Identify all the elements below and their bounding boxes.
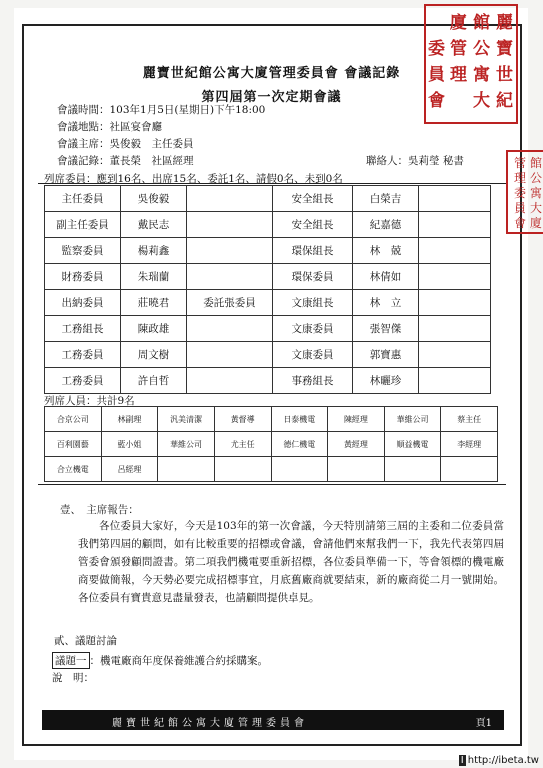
seal-char: 館 xyxy=(530,156,543,170)
table-cell: 安全組長 xyxy=(273,186,353,212)
seal-char: 委 xyxy=(514,186,527,200)
table-cell: 百利園藝 xyxy=(45,432,102,457)
table-cell: 文康委員 xyxy=(273,316,353,342)
red-seal-stamp-partial xyxy=(506,150,543,234)
table-cell: 莊曉君 xyxy=(121,290,187,316)
seal-char: 廈 xyxy=(450,13,467,33)
watermark xyxy=(459,755,539,766)
meeting-location: 會議地點：社區宴會廳 xyxy=(57,121,162,133)
seal-char: 大 xyxy=(473,91,490,111)
table-row xyxy=(45,316,491,342)
table-cell: 出納委員 xyxy=(45,290,121,316)
seal-char: 員 xyxy=(514,201,527,215)
table-cell xyxy=(187,238,273,264)
table-cell: 黃督導 xyxy=(214,407,271,432)
table-row xyxy=(45,238,491,264)
table-cell: 環保組長 xyxy=(273,238,353,264)
table-cell xyxy=(328,457,385,482)
table-cell: 副主任委員 xyxy=(45,212,121,238)
table-cell: 合京公司 xyxy=(45,407,102,432)
seal-char: 理 xyxy=(450,65,467,85)
committee-member-table xyxy=(44,185,491,394)
meeting-time: 會議時間：103年1月5日(星期日)下午18:00 xyxy=(57,104,266,116)
table-row xyxy=(45,290,491,316)
table-cell: 委託張委員 xyxy=(187,290,273,316)
table-cell: 事務組長 xyxy=(273,368,353,394)
table-cell: 藍小姐 xyxy=(101,432,158,457)
seal-char: 會 xyxy=(428,91,445,111)
table-row xyxy=(45,264,491,290)
table-cell xyxy=(187,342,273,368)
table-row xyxy=(45,212,491,238)
table-cell: 戴民志 xyxy=(121,212,187,238)
page-number: 頁1 xyxy=(475,718,492,729)
table-cell: 文康組長 xyxy=(273,290,353,316)
table-cell: 周文樹 xyxy=(121,342,187,368)
table-cell xyxy=(187,316,273,342)
table-cell: 日泰機電 xyxy=(271,407,328,432)
table-cell xyxy=(187,368,273,394)
table-cell: 財務委員 xyxy=(45,264,121,290)
table-cell: 合立機電 xyxy=(45,457,102,482)
present-staff-table xyxy=(44,406,498,482)
agenda-key: 議題一 xyxy=(52,652,90,669)
divider xyxy=(38,484,506,485)
table-cell xyxy=(419,238,491,264)
table-cell: 呂經理 xyxy=(101,457,158,482)
table-cell: 楊莉鑫 xyxy=(121,238,187,264)
table-cell xyxy=(419,316,491,342)
seal-char: 館 xyxy=(473,13,490,33)
table-cell xyxy=(271,457,328,482)
seal-char: 公 xyxy=(530,171,543,185)
table-cell: 張智傑 xyxy=(353,316,419,342)
seal-char: 麗 xyxy=(496,13,513,33)
seal-char: 理 xyxy=(514,171,527,185)
table-row xyxy=(45,407,498,432)
table-cell: 郭寶惠 xyxy=(353,342,419,368)
table-cell xyxy=(419,264,491,290)
table-cell: 工務委員 xyxy=(45,342,121,368)
table-cell xyxy=(187,186,273,212)
seal-char: 寓 xyxy=(473,65,490,85)
table-row xyxy=(45,342,491,368)
section-chair-report-heading: 壹、 主席報告： xyxy=(60,504,139,516)
table-cell: 工務委員 xyxy=(45,368,121,394)
contact-person: 聯絡人：吳莉瑩 秘書 xyxy=(366,155,464,167)
table-cell: 工務組長 xyxy=(45,316,121,342)
table-cell: 黃經理 xyxy=(328,432,385,457)
table-row xyxy=(45,186,491,212)
table-cell xyxy=(214,457,271,482)
table-cell: 主任委員 xyxy=(45,186,121,212)
agenda-text: ：機電廠商年度保養維護合約採購案。 xyxy=(89,655,268,667)
table-cell xyxy=(419,212,491,238)
document-subtitle: 第四屆第一次定期會議 xyxy=(201,90,342,105)
table-cell: 陳經理 xyxy=(328,407,385,432)
table-cell: 林 兢 xyxy=(353,238,419,264)
seal-char: 委 xyxy=(428,39,445,59)
watermark-icon: I xyxy=(460,755,464,766)
table-cell xyxy=(419,368,491,394)
table-cell: 陳政雄 xyxy=(121,316,187,342)
table-cell: 林 立 xyxy=(353,290,419,316)
table-cell: 吳俊毅 xyxy=(121,186,187,212)
table-cell: 蔡主任 xyxy=(441,407,498,432)
table-cell: 林副理 xyxy=(101,407,158,432)
seal-char: 公 xyxy=(473,39,490,59)
chair-report-text: 各位委員大家好，今天是103年的第一次會議，今天特別請第三屆的主委和二位委員當我們第四屆的顧問，如有比較重要的招標或會議，會請他們來幫我們一下，我先代表第四屆管委會頒發顧問證書。第二項我們機電要重新招標，各位委員準備一下，等會領標的機電廠商要做簡報，今天勢必要完成招標事宜，月底舊廠商就要結束，新的廠商從二月一號開始。各位委員有寶貴意見盡量發表，也請顧問提供卓見。 xyxy=(78,520,504,604)
seal-char: 管 xyxy=(450,39,467,59)
seal-char: 寶 xyxy=(496,39,513,59)
table-row xyxy=(45,457,498,482)
seal-char: 管 xyxy=(514,156,527,170)
page-footer xyxy=(42,710,504,730)
watermark-text: http://ibeta.tw xyxy=(467,755,539,766)
seal-char: 廈 xyxy=(530,216,543,230)
table-cell: 許自哲 xyxy=(121,368,187,394)
table-cell: 德仁機電 xyxy=(271,432,328,457)
table-cell: 監察委員 xyxy=(45,238,121,264)
description-label: 說 明： xyxy=(52,672,94,684)
footer-text: 麗寶世紀館公寓大廈管理委員會 xyxy=(112,718,308,729)
table-cell: 汎美清潔 xyxy=(158,407,215,432)
table-cell xyxy=(384,457,441,482)
table-cell: 安全組長 xyxy=(273,212,353,238)
seal-char: 世 xyxy=(496,65,513,85)
table-cell: 朱瑞蘭 xyxy=(121,264,187,290)
table-cell: 尤主任 xyxy=(214,432,271,457)
agenda-item xyxy=(52,652,268,669)
seal-char: 員 xyxy=(428,65,445,85)
table-cell: 順益機電 xyxy=(384,432,441,457)
table-cell: 華維公司 xyxy=(384,407,441,432)
document-title: 麗寶世紀館公寓大廈管理委員會 會議記錄 xyxy=(142,66,401,81)
table-cell xyxy=(419,342,491,368)
table-cell: 環保委員 xyxy=(273,264,353,290)
table-cell xyxy=(419,290,491,316)
divider xyxy=(38,183,506,184)
present-label: 列席人員：共計9名 xyxy=(44,395,135,407)
table-cell: 華維公司 xyxy=(158,432,215,457)
meeting-recorder: 會議記錄：董長榮 社區經理 xyxy=(57,155,194,167)
table-cell xyxy=(187,212,273,238)
table-cell xyxy=(419,186,491,212)
table-cell: 林曬珍 xyxy=(353,368,419,394)
table-row xyxy=(45,432,498,457)
attendance-summary: 列席委員：應到16名、出席15名、委託1名、請假0名、未到0名 xyxy=(44,173,343,185)
table-row xyxy=(45,368,491,394)
seal-char: 會 xyxy=(514,216,527,230)
table-cell: 文康委員 xyxy=(273,342,353,368)
table-cell: 林倩如 xyxy=(353,264,419,290)
table-cell xyxy=(441,457,498,482)
seal-char: 寓 xyxy=(530,186,543,200)
table-cell: 李經理 xyxy=(441,432,498,457)
section-discussion-heading: 貳、議題討論 xyxy=(54,635,117,647)
table-cell xyxy=(158,457,215,482)
table-cell xyxy=(187,264,273,290)
table-cell: 紀嘉德 xyxy=(353,212,419,238)
meeting-chair: 會議主席：吳俊毅 主任委員 xyxy=(57,138,194,150)
seal-char: 紀 xyxy=(496,91,513,111)
table-cell: 白榮吉 xyxy=(353,186,419,212)
seal-char: 大 xyxy=(530,201,543,215)
